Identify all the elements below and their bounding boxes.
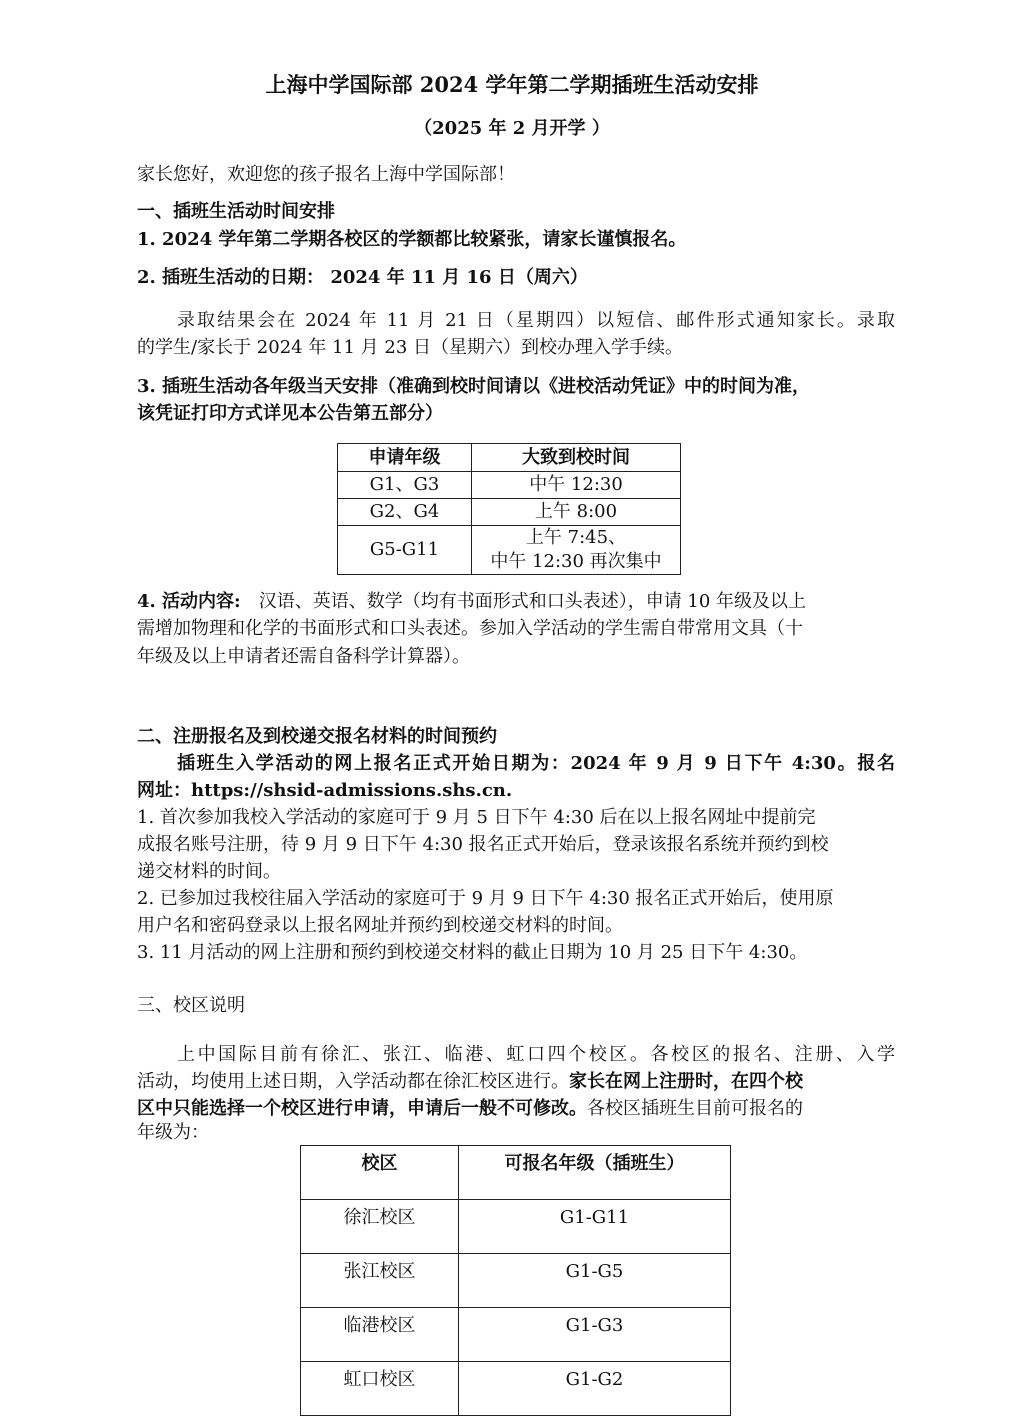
section3-line2 [137, 1070, 803, 1094]
table-row [301, 1308, 731, 1362]
schedule-table [337, 443, 681, 575]
grades-cell: G1-G5 [459, 1254, 731, 1308]
section2-p1-line1: 1. 首次参加我校入学活动的家庭可于 9 月 5 日下午 4:30 后在以上报名网址中提前完 [137, 807, 816, 828]
grades-cell: G1-G3 [459, 1308, 731, 1362]
schedule-grade-cell: G2、G4 [338, 499, 472, 526]
page-title: 上海中学国际部 2024 学年第二学期插班生活动安排 [265, 72, 759, 97]
section3-line3 [137, 1097, 803, 1121]
campus-table [300, 1145, 731, 1416]
registration-url[interactable]: 网址：https://shsid-admissions.shs.cn. [137, 780, 513, 801]
schedule-grade-cell: G1、G3 [338, 472, 472, 499]
section2-p3: 3. 11 月活动的网上注册和预约到校递交材料的截止日期为 10 月 25 日下午 4:30。 [137, 942, 808, 963]
schedule-time-cell: 上午 8:00 [472, 499, 681, 526]
section2-p1-line2: 成报名账号注册，待 9 月 9 日下午 4:30 报名正式开始后，登录该报名系统并预约到校 [137, 834, 829, 855]
section1-item4-line1 [137, 590, 806, 614]
section3-line2-bold: 家长在网上注册时，在四个校 [569, 1071, 803, 1092]
section3-line3-text: 各校区插班生目前可报名的 [587, 1098, 803, 1119]
grades-cell: G1-G2 [459, 1362, 731, 1416]
section3-line2-text: 活动，均使用上述日期，入学活动都在徐汇校区进行。 [137, 1071, 569, 1092]
section1-item3-line2: 该凭证打印方式详见本公告第五部分） [137, 403, 443, 424]
greeting: 家长您好，欢迎您的孩子报名上海中学国际部！ [137, 164, 515, 185]
campus-cell: 虹口校区 [301, 1362, 459, 1416]
section3-heading: 三、校区说明 [137, 995, 245, 1016]
grades-cell: G1-G11 [459, 1200, 731, 1254]
section1-item1: 1. 2024 学年第二学期各校区的学额都比较紧张，请家长谨慎报名。 [137, 229, 687, 250]
campus-cell: 临港校区 [301, 1308, 459, 1362]
schedule-header-time: 大致到校时间 [472, 444, 681, 472]
section3-line1: 上中国际目前有徐汇、张江、临港、虹口四个校区。各校区的报名、注册、入学 [177, 1044, 895, 1065]
section2-intro-line1: 插班生入学活动的网上报名正式开始日期为：2024 年 9 月 9 日下午 4:30。报名 [177, 753, 895, 774]
section2-p1-line3: 递交材料的时间。 [137, 861, 281, 882]
grades-header: 可报名年级（插班生） [459, 1146, 731, 1200]
section1-item4-line3: 年级及以上申请者还需自备科学计算器）。 [137, 646, 470, 667]
section1-heading: 一、插班生活动时间安排 [137, 201, 335, 222]
schedule-header-grade: 申请年级 [338, 444, 472, 472]
section1-item4-line2: 需增加物理和化学的书面形式和口头表述。参加入学活动的学生需自带常用文具（十 [137, 618, 803, 639]
campus-cell: 徐汇校区 [301, 1200, 459, 1254]
section3-line4: 年级为： [137, 1122, 209, 1143]
table-row [301, 1200, 731, 1254]
table-row [338, 526, 681, 575]
campus-header: 校区 [301, 1146, 459, 1200]
activity-content-text: 汉语、英语、数学（均有书面形式和口头表述），申请 10 年级及以上 [258, 591, 807, 612]
section1-item2: 2. 插班生活动的日期： 2024 年 11 月 16 日（周六） [137, 267, 588, 288]
section2-p2-line1: 2. 已参加过我校往届入学活动的家庭可于 9 月 9 日下午 4:30 报名正式开始后，使用原 [137, 888, 834, 909]
section3-line3-bold: 区中只能选择一个校区进行申请，申请后一般不可修改。 [137, 1098, 587, 1119]
schedule-time-cell: 中午 12:30 [472, 472, 681, 499]
schedule-time-line2: 中午 12:30 再次集中 [490, 551, 662, 572]
section1-item3-line1: 3. 插班生活动各年级当天安排（准确到校时间请以《进校活动凭证》中的时间为准， [137, 376, 811, 397]
result-notice-line2: 的学生/家长于 2024 年 11 月 23 日（星期六）到校办理入学手续。 [137, 337, 684, 358]
table-row [301, 1254, 731, 1308]
section2-heading: 二、注册报名及到校递交报名材料的时间预约 [137, 726, 497, 747]
table-row [338, 472, 681, 499]
schedule-grade-cell: G5-G11 [338, 526, 472, 575]
activity-content-label: 4. 活动内容: [137, 591, 241, 612]
page-subtitle: （2025 年 2 月开学 ） [414, 118, 610, 139]
schedule-time-cell [472, 526, 681, 575]
schedule-time-line1: 上午 7:45、 [525, 527, 627, 548]
table-row [338, 499, 681, 526]
campus-cell: 张江校区 [301, 1254, 459, 1308]
table-row [301, 1362, 731, 1416]
section2-p2-line2: 用户名和密码登录以上报名网址并预约到校递交材料的时间。 [137, 915, 623, 936]
result-notice-line1: 录取结果会在 2024 年 11 月 21 日（星期四）以短信、邮件形式通知家长。录取 [177, 310, 895, 331]
